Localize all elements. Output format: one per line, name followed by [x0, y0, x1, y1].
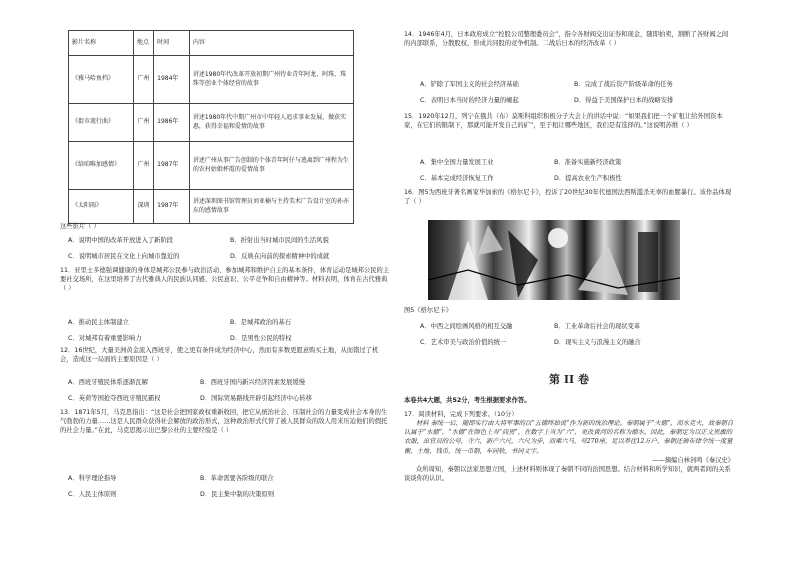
question-task: 众所周知，秦朝以法家思想立国，上述材料则体现了秦朝不同的治国思想。结合材料和所学知识，就两者间的关系谈谈你的认识。: [404, 465, 731, 482]
film-content: 讲述1980年代中期广州市中年轻人追求事业发展，做获实惠，获得幸福和爱情的故事: [189, 104, 353, 142]
question-10: [60, 222, 390, 260]
film-place: 广州: [133, 56, 153, 104]
table-row: [69, 190, 354, 224]
table-row: [69, 142, 354, 190]
film-title: 《街市流行曲》: [69, 104, 134, 142]
film-year: 1986年: [154, 104, 190, 142]
question-stem: 17．阅读材料，完成下列要求。（10分）: [404, 411, 518, 418]
option-d[interactable]: D．民主集中制的决策原则: [200, 491, 275, 498]
question-stem: 这些影片（ ）: [60, 223, 100, 230]
question-stem: 15．1920年12月，列宁在俄共（布）莫斯科组织积极分子大会上的讲话中说：“如果我们把一个矿租让给外国资本家，在它们的限制下，那就可能开发自己的矿”，至于租让哪些地区，我们是有选择的。”这说明苏维（ ）: [404, 113, 723, 130]
option-c[interactable]: C．表明日本当时的经济力量的崛起: [420, 97, 519, 104]
guernica-image: [428, 220, 680, 300]
part-two-instruction: 本卷共4大题，共52分，考生根据要求作答。: [404, 397, 531, 404]
figure-caption: 图5《格尔尼卡》: [404, 307, 453, 314]
question-16: [404, 188, 734, 206]
question-15: [404, 112, 734, 182]
table-row: [69, 56, 354, 104]
film-title: 《雅马哈鱼档》: [69, 56, 134, 104]
option-a[interactable]: A．中西之间绘画风格的相互交融: [420, 323, 513, 330]
film-content: 讲述1980年代改革开放初期广州待业青年阿龙、阿珠、珠珠等创业个体经营的故事: [189, 56, 353, 104]
option-a[interactable]: A．科学理论指导: [68, 475, 117, 482]
option-c[interactable]: C．对城邦有着重要影响力: [68, 335, 142, 342]
option-c[interactable]: C．艺术审美与政治价值的统一: [420, 339, 507, 346]
option-d[interactable]: D．得益于美国保护日本的战略安排: [574, 97, 674, 104]
table-header-cell: 地点: [133, 31, 153, 56]
question-stem: 11．亚里士多德强调健康的身体是城邦公民参与政治活动、参加城邦和维护自主的基本条件，体育运动是城邦公民的主要社交场所，在这里培养了古代雅典人的民族认同感、公民意识、公平竞争和自由精神等。材料表明，体育在古代雅典（ ）: [60, 267, 390, 293]
material-source: ——摘编自林剑鸣《秦汉史》: [652, 456, 734, 464]
option-b[interactable]: B．折射出当时城市民间的生活风貌: [230, 237, 329, 244]
question-17: [404, 410, 734, 483]
option-b[interactable]: B．西班牙国内新兴经济因素发展缓慢: [200, 379, 306, 386]
film-title: 《太阳雨》: [69, 190, 134, 224]
option-d[interactable]: D．反映在向前的探索精神中的成就: [230, 253, 330, 260]
table-header-cell: 影片名称: [69, 31, 134, 56]
option-b[interactable]: B．准备实施新经济政策: [554, 159, 622, 166]
question-16-options: [404, 306, 734, 346]
guernica-painting: [428, 220, 680, 300]
table-row: [69, 104, 354, 142]
option-d[interactable]: D．提高农业生产积极性: [554, 175, 622, 182]
option-c[interactable]: C．人民主体原则: [68, 491, 117, 498]
film-place: 深圳: [133, 190, 153, 224]
table-header-cell: 时间: [154, 31, 190, 56]
table-header-cell: 内容: [189, 31, 353, 56]
option-d[interactable]: D．现实主义与浪漫主义的融合: [554, 339, 641, 346]
option-b[interactable]: B．工业革命后社会的现状变革: [554, 323, 641, 330]
option-b[interactable]: B．完成了战后资产阶级革命的任务: [574, 81, 673, 88]
option-b[interactable]: B．是城邦政治的基石: [230, 319, 291, 326]
film-place: 广州: [133, 104, 153, 142]
option-a[interactable]: A．推动民主体制建立: [68, 319, 129, 326]
film-title: 《给咱唯加感情》: [69, 142, 134, 190]
option-d[interactable]: D．国际贸易路线开辟引起经济中心转移: [200, 395, 312, 402]
option-a[interactable]: A．说明中国的改革开放进入了新阶段: [68, 237, 174, 244]
option-d[interactable]: D．是男性公民的特权: [230, 335, 292, 342]
question-14: [404, 30, 734, 104]
option-a[interactable]: A．集中全国力量发展工业: [420, 159, 494, 166]
option-c[interactable]: C．英荷等国抢夺西班牙殖民霸权: [68, 395, 161, 402]
film-place: 广州: [133, 142, 153, 190]
option-a[interactable]: A．西班牙殖民体系逐渐瓦解: [68, 379, 148, 386]
question-stem: 16．图5为西班牙著名画家毕加索的《格尔尼卡》，控诉了20世纪30年代德国法西斯滥杀无辜的血腥暴行。该作品体现了（ ）: [404, 189, 732, 206]
question-stem: 13．1871年5月，马克思指出：“这是社会把国家政权重新收回，把它从统治社会、压制社会的力量变成社会本身的生气勃勃的力量……这是人民群众获得社会解放的政治形式，这种政治形式代替了被人民群众的敌人用来压迫他们的假托的社会力量。”在此，马克思揭示出巴黎公社的主要经验是（ ）: [60, 409, 388, 435]
question-stem: 12．16世纪，大量美洲黄金流入西班牙，使之更有条件成为经济中心，然而有多数更愿意购买土地，从而错过了机会，造成这一局面的主要原因是（ ）: [60, 347, 379, 364]
option-c[interactable]: C．说明城市居民在文化上向城市靠近的: [68, 253, 180, 260]
option-c[interactable]: C．基本完成经济恢复工作: [420, 175, 494, 182]
film-year: 1984年: [154, 56, 190, 104]
question-12: [60, 346, 390, 402]
film-table: [68, 30, 354, 224]
material-text: 材料 秦统一后，随即实行由大将军事的以“五德终始说”作为新的统治理论。秦朝属于“火德”，而水克火，故秦朝自认属于“水德”，“水德”在颜色上当“尚黑”，在数字上当为“六”，更改黄河的名称为德水。因此，秦朝定为以正文黑旗的衣服，出官员的公号，寺六，新产六尺，六尺为步，而乘六马，号270座，足以养住12万户。秦朝还颁布律令统一度量衡，土地、钱币，统一币制，车同轨，书同文字。: [404, 420, 734, 455]
option-a[interactable]: A．铲除了军国主义的社会经济基础: [420, 81, 519, 88]
film-year: 1987年: [154, 190, 190, 224]
question-11: [60, 266, 390, 342]
option-b[interactable]: B．革命需要各阶级的联合: [200, 475, 274, 482]
part-two-title: 第 II 卷: [549, 373, 589, 386]
table-header-row: [69, 31, 354, 56]
film-content: 讲述深圳图书馆管理员刘亚楠与主持美术广告设计室的孙亦东的感情故事: [189, 190, 353, 224]
film-year: 1987年: [154, 142, 190, 190]
question-13: [60, 408, 390, 498]
question-stem: 14．1946年4月，日本政府成立“控股公司整理委员会”，指令各财阀交出证券和现金，随即拍卖，割断了各财阀之间的内部联系，分散股权，形成共同股的竞争机制。二战后日本的经济改革（ ）: [404, 31, 729, 48]
film-content: 讲述广州从事广告创制的个体青年阿仔与逃离到广州程为生的农村姑娘杯霞的爱情故事: [189, 142, 353, 190]
